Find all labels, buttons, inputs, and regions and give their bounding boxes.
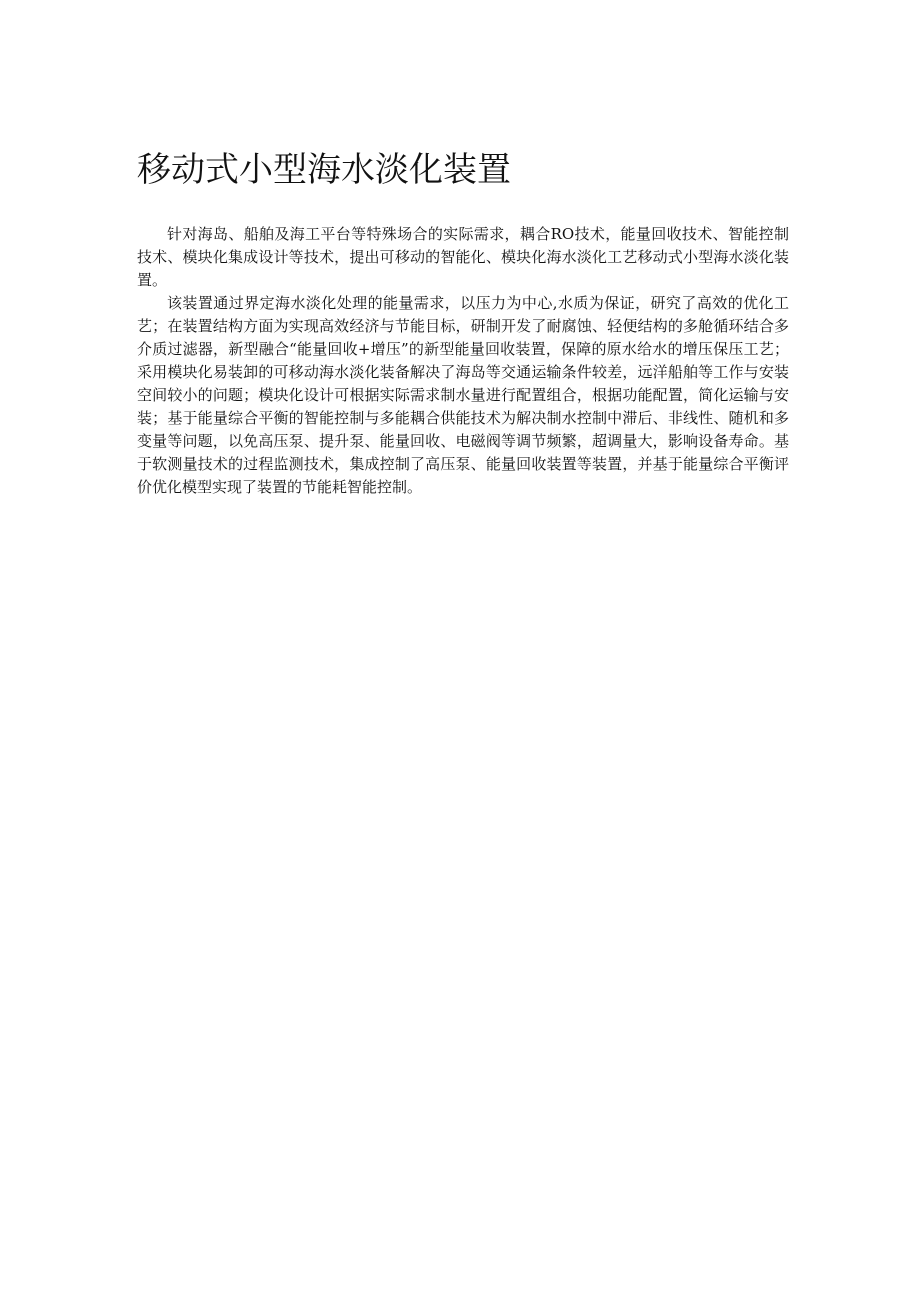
document-body [137, 223, 789, 499]
paragraph-intro: 针对海岛、船舶及海工平台等特殊场合的实际需求，耦合RO技术，能量回收技术、智能控制技术、模块化集成设计等技术，提出可移动的智能化、模块化海水淡化工艺移动式小型海水淡化装置。 [137, 225, 789, 289]
paragraph-details: 该装置通过界定海水淡化处理的能量需求，以压力为中心,水质为保证，研究了高效的优化工艺；在装置结构方面为实现高效经济与节能目标，研制开发了耐腐蚀、轻便结构的多舱循环结合多介质过滤器，新型融合“能量回收+增压”的新型能量回收装置，保障的原水给水的增压保压工艺；采用模块化易装卸的可移动海水淡化装备解决了海岛等交通运输条件较差，远洋船舶等工作与安装空间较小的问题；模块化设计可根据实际需求制水量进行配置组合，根据功能配置，简化运输与安装；基于能量综合平衡的智能控制与多能耦合供能技术为解决制水控制中滞后、非线性、随机和多变量等问题，以免高压泵、提升泵、能量回收、电磁阀等调节频繁，超调量大，影响设备寿命。基于软测量技术的过程监测技术，集成控制了高压泵、能量回收装置等装置，并基于能量综合平衡评价优化模型实现了装置的节能耗智能控制。 [137, 294, 789, 496]
document-title: 移动式小型海水淡化装置 [137, 150, 511, 190]
